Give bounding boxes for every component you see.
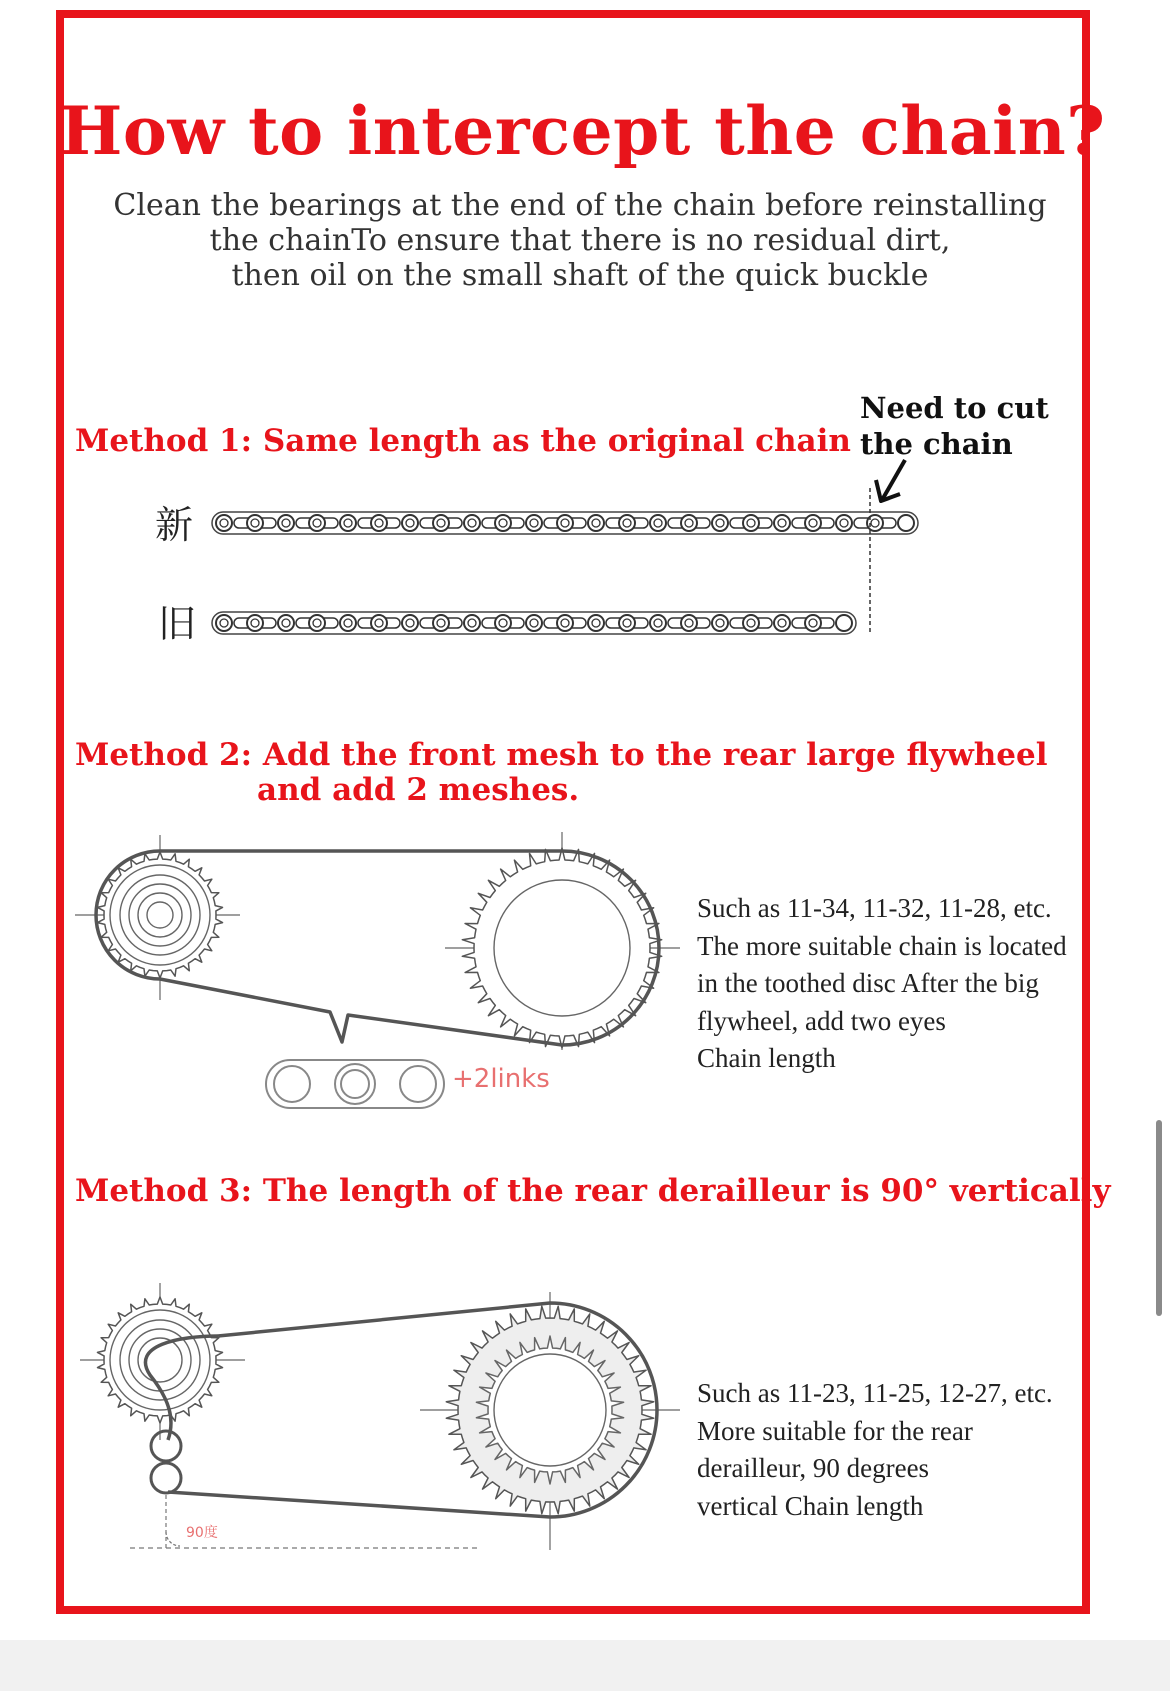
new-chain-label: 新 — [155, 503, 194, 547]
rear-cassette-teeth — [98, 1297, 223, 1423]
old-chain-label: 旧 — [158, 602, 197, 646]
note-line: Chain length — [697, 1043, 836, 1073]
method3-heading: Method 3: The length of the rear derailleur is 90° vertically — [75, 1173, 1111, 1209]
extra-links-label: +2links — [452, 1064, 550, 1094]
method2-heading-line1: Method 2: Add the front mesh to the rear large flywheel — [75, 737, 1048, 773]
cut-note-line: the chain — [860, 427, 1013, 461]
intro-line: then oil on the small shaft of the quick buckle — [231, 258, 929, 293]
ninety-degree-label: 90度 — [186, 1525, 218, 1541]
cut-note-line: Need to cut — [860, 391, 1049, 425]
note-line: Such as 11-23, 11-25, 12-27, etc. — [697, 1378, 1053, 1408]
page-title: How to intercept the chain? — [60, 92, 1106, 170]
intro-line: the chainTo ensure that there is no residual dirt, — [209, 223, 951, 258]
note-line: in the toothed disc After the big — [697, 968, 1039, 998]
method2-heading-line2: and add 2 meshes. — [257, 772, 580, 808]
right-angle-icon — [166, 1532, 180, 1546]
gear-teeth-outline — [98, 1297, 223, 1423]
derailleur-pulleys — [151, 1431, 181, 1493]
note-line: derailleur, 90 degrees — [697, 1453, 930, 1483]
note-line: The more suitable chain is located — [697, 930, 1067, 961]
note-line: flywheel, add two eyes — [697, 1005, 946, 1036]
note-line: More suitable for the rear — [697, 1415, 973, 1446]
chainring-bore — [494, 1354, 606, 1466]
note-line: Such as 11-34, 11-32, 11-28, etc. — [697, 893, 1052, 923]
note-line: vertical Chain length — [697, 1490, 924, 1521]
intro-line: Clean the bearings at the end of the chain before reinstalling — [113, 188, 1047, 223]
method1-heading: Method 1: Same length as the original chain — [75, 423, 851, 459]
method3-note — [697, 1375, 1053, 1525]
